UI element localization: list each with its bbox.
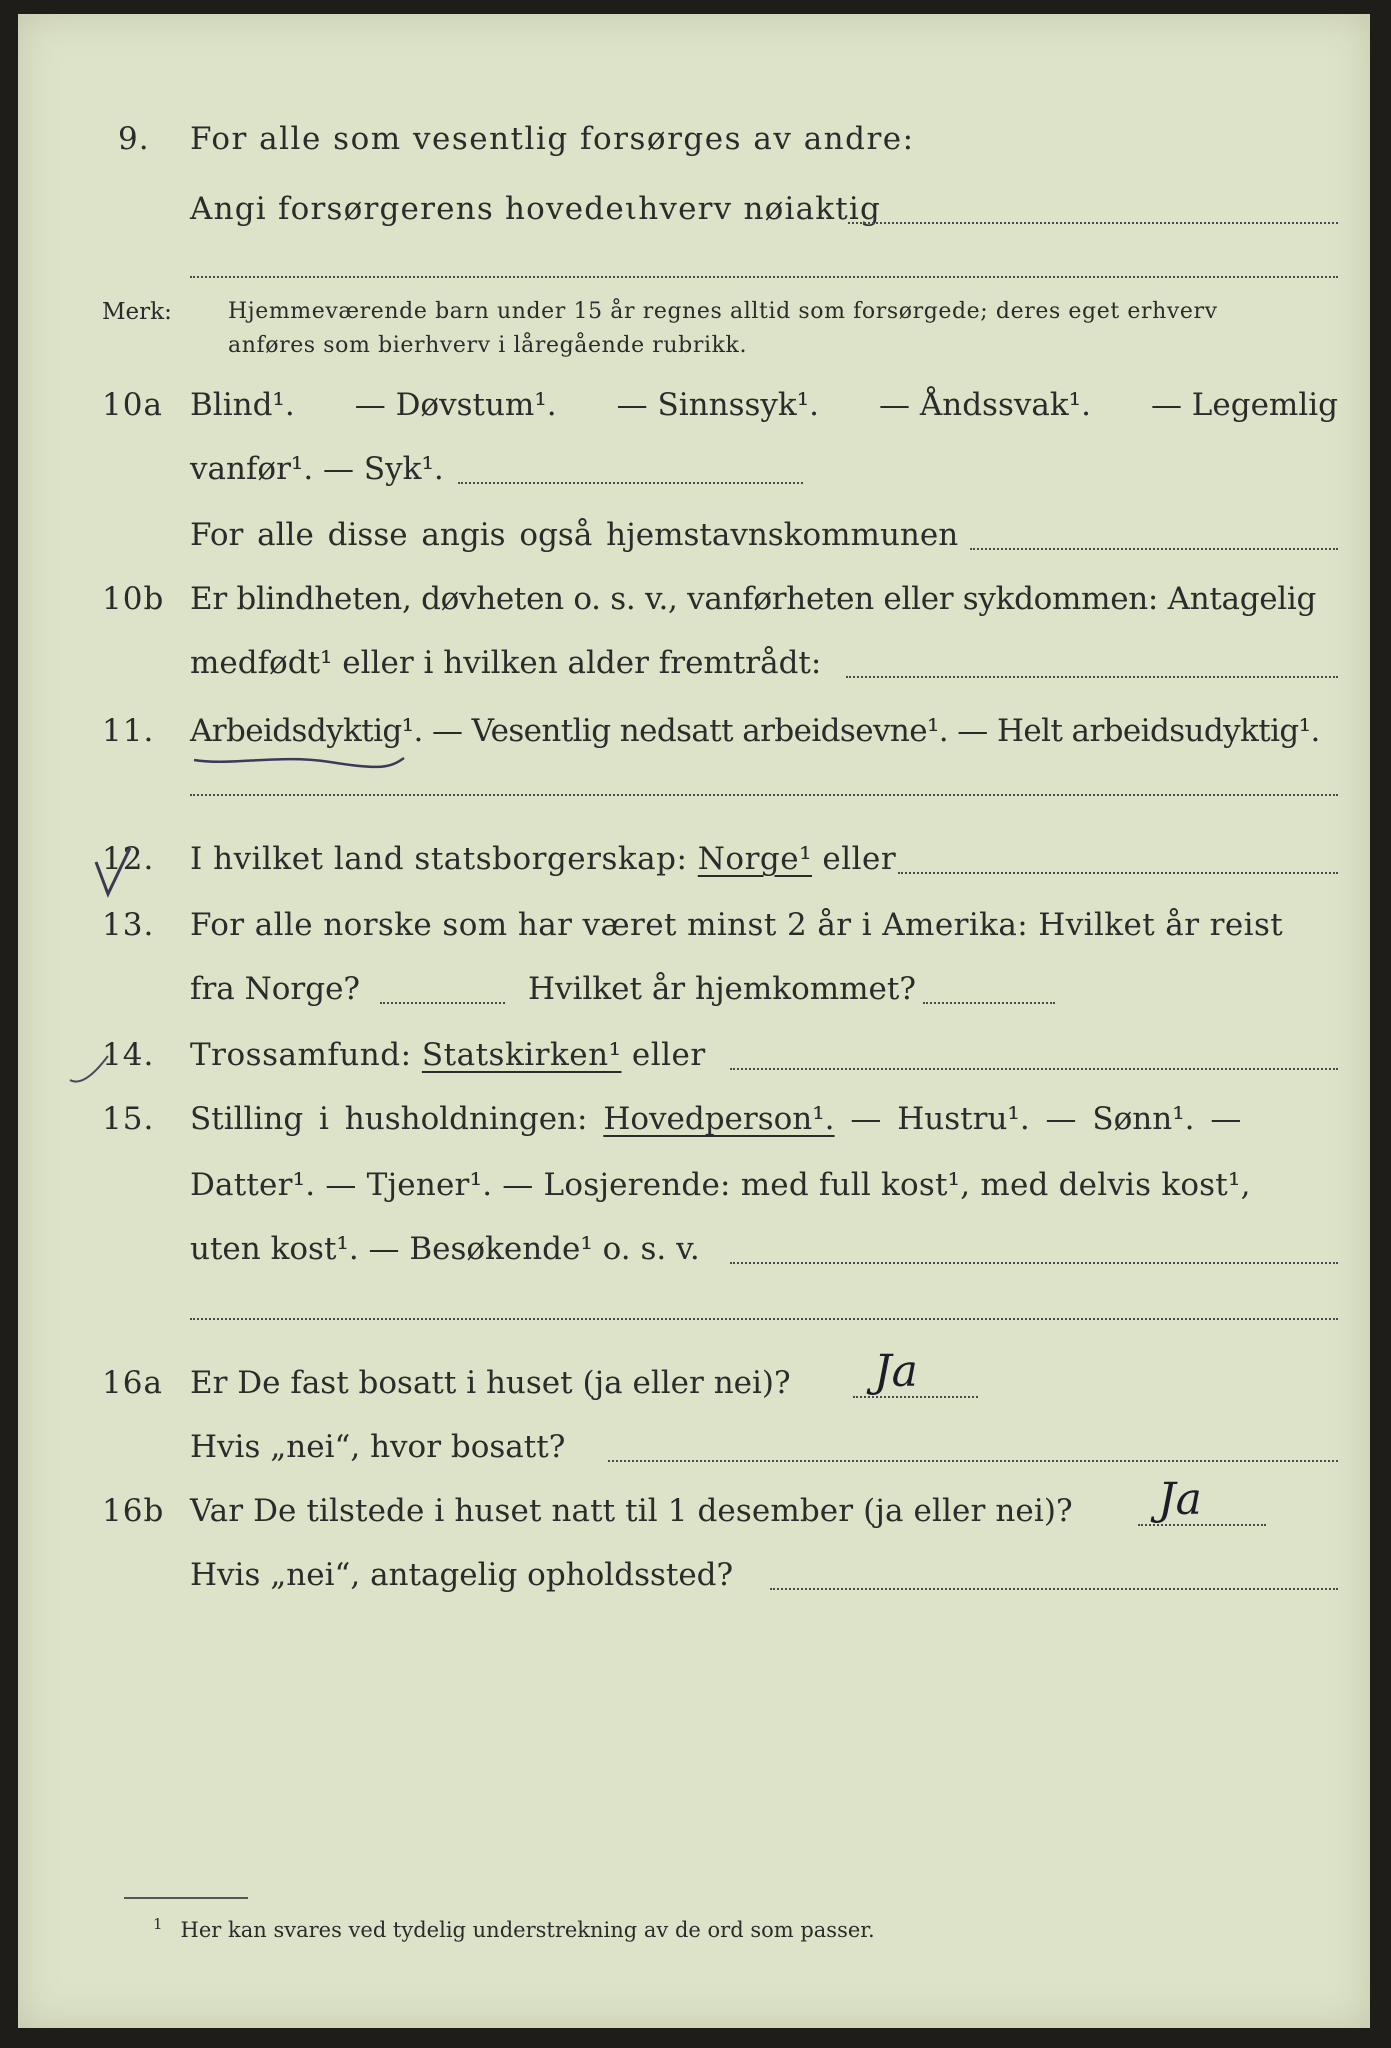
answer-line[interactable] — [730, 1262, 1338, 1264]
question-text-post: — Hustru¹. — Sønn¹. — — [834, 1101, 1242, 1137]
question-16b — [18, 1474, 1370, 1536]
answer-line[interactable] — [380, 1002, 505, 1004]
question-text: vanfør¹. — Syk¹. — [190, 451, 444, 487]
question-15-line-3 — [18, 1224, 1370, 1274]
question-text — [190, 1030, 706, 1080]
answer-line[interactable] — [848, 222, 1338, 224]
question-text-pre: I hvilket land statsborgerskap: — [190, 841, 698, 877]
answer-line[interactable] — [970, 548, 1338, 550]
answer-line[interactable] — [458, 482, 803, 484]
question-text: uten kost¹. — Besøkende¹ o. s. v. — [190, 1231, 700, 1267]
question-text-rest: — Vesentlig nedsatt arbeidsevne¹. — Helt arbeidsudyktig¹. — [422, 713, 1320, 749]
question-text: Er blindheten, døvheten o. s. v., vanførheten eller sykdommen: Antagelig — [190, 581, 1317, 617]
question-text-pre: Trossamfund: — [190, 1037, 422, 1073]
answer-line[interactable] — [770, 1588, 1338, 1590]
handwritten-underline-mark — [190, 746, 410, 776]
note-label: Merk: — [102, 299, 172, 325]
question-10b-line-2 — [18, 638, 1370, 688]
question-11 — [18, 706, 1370, 756]
question-text: fra Norge? — [190, 971, 361, 1007]
question-14 — [18, 1030, 1370, 1080]
question-text: Hvis „nei“, antagelig opholdssted? — [190, 1557, 734, 1593]
question-10a-line-3 — [18, 510, 1370, 560]
answer-line[interactable] — [190, 1318, 1338, 1320]
question-10a — [18, 380, 1370, 430]
footnote-rule — [124, 1897, 248, 1899]
checkmark-icon — [64, 1050, 114, 1090]
question-text-post: eller — [812, 841, 897, 877]
question-number: 14. — [102, 1037, 155, 1073]
answer-line[interactable] — [190, 276, 1338, 278]
handwritten-answer: Ja — [874, 1346, 918, 1397]
question-number: 15. — [102, 1101, 155, 1137]
footnote — [153, 1910, 875, 1944]
question-16a — [18, 1346, 1370, 1408]
question-16a-line-2 — [18, 1422, 1370, 1472]
question-text: Datter¹. — Tjener¹. — Losjerende: med full kost¹, med delvis kost¹, — [190, 1167, 1251, 1203]
question-9-line-2 — [18, 184, 1370, 234]
option-statskirken[interactable]: Statskirken¹ — [421, 1037, 622, 1073]
question-text: medfødt¹ eller i hvilken alder fremtrådt: — [190, 645, 822, 681]
census-form-page — [18, 14, 1370, 2028]
footnote-marker: 1 — [153, 1915, 163, 1933]
note-text: Hjemmeværende barn under 15 år regnes alltid som forsørgede; deres eget erhverv — [228, 299, 1218, 324]
question-number: 12. — [102, 841, 155, 877]
question-text — [190, 834, 896, 884]
answer-line[interactable] — [730, 1068, 1338, 1070]
question-text: Er De fast bosatt i huset (ja eller nei)? — [190, 1365, 791, 1401]
note-text: anføres som bierhverv i låregående rubrikk. — [228, 333, 748, 358]
footnote-text: Her kan svares ved tydelig understrekning av de ord som passer. — [180, 1918, 875, 1942]
question-16b-line-2 — [18, 1550, 1370, 1600]
question-number: 11. — [102, 713, 155, 749]
question-text — [190, 380, 1338, 430]
option-sinnssyk[interactable]: — Sinnssyk¹. — [616, 387, 819, 423]
question-text-post: eller — [621, 1037, 706, 1073]
question-15 — [18, 1094, 1370, 1144]
question-text: For alle disse angis også hjemstavnskommunen — [190, 517, 959, 553]
answer-line[interactable] — [846, 676, 1338, 678]
question-13-line-2 — [18, 964, 1370, 1014]
question-number: 10b — [102, 581, 165, 617]
option-blind[interactable]: Blind¹. — [190, 387, 295, 423]
answer-line[interactable] — [608, 1460, 1338, 1462]
question-text: Angi forsørgerens hovedeιhverv nøiaktig — [190, 191, 882, 227]
question-number: 9. — [118, 121, 150, 157]
option-dovstum[interactable]: — Døvstum¹. — [354, 387, 557, 423]
question-text: For alle norske som har været minst 2 år i Amerika: Hvilket år reist — [190, 907, 1284, 943]
question-number: 16b — [102, 1493, 165, 1529]
question-text-pre: Stilling i husholdningen: — [190, 1101, 604, 1137]
question-15-line-2 — [18, 1160, 1370, 1210]
checkmark-icon — [88, 842, 138, 902]
option-arbeidsdyktig[interactable]: Arbeidsdyktig¹. — [190, 713, 423, 749]
question-10b — [18, 574, 1370, 624]
question-text: Hvilket år hjemkommet? — [528, 971, 916, 1007]
question-number: 16a — [102, 1365, 163, 1401]
question-number: 13. — [102, 907, 155, 943]
question-9 — [18, 114, 1370, 164]
option-legemlig[interactable]: — Legemlig — [1150, 387, 1338, 423]
option-hovedperson[interactable]: Hovedperson¹. — [603, 1101, 835, 1137]
question-text — [190, 1094, 1241, 1144]
answer-line[interactable] — [923, 1002, 1055, 1004]
question-number: 10a — [102, 387, 163, 423]
question-text: For alle som vesentlig forsørges av andre: — [190, 121, 915, 157]
question-10a-line-2 — [18, 444, 1370, 494]
question-text: Var De tilstede i huset natt til 1 desember (ja eller nei)? — [190, 1493, 1073, 1529]
question-text: Hvis „nei“, hvor bosatt? — [190, 1429, 566, 1465]
option-norge[interactable]: Norge¹ — [697, 841, 813, 877]
question-12 — [18, 834, 1370, 884]
answer-line[interactable] — [190, 794, 1338, 796]
answer-line[interactable] — [898, 872, 1338, 874]
option-andssvak[interactable]: — Åndssvak¹. — [879, 387, 1091, 423]
handwritten-answer: Ja — [1158, 1474, 1202, 1525]
question-13 — [18, 900, 1370, 950]
